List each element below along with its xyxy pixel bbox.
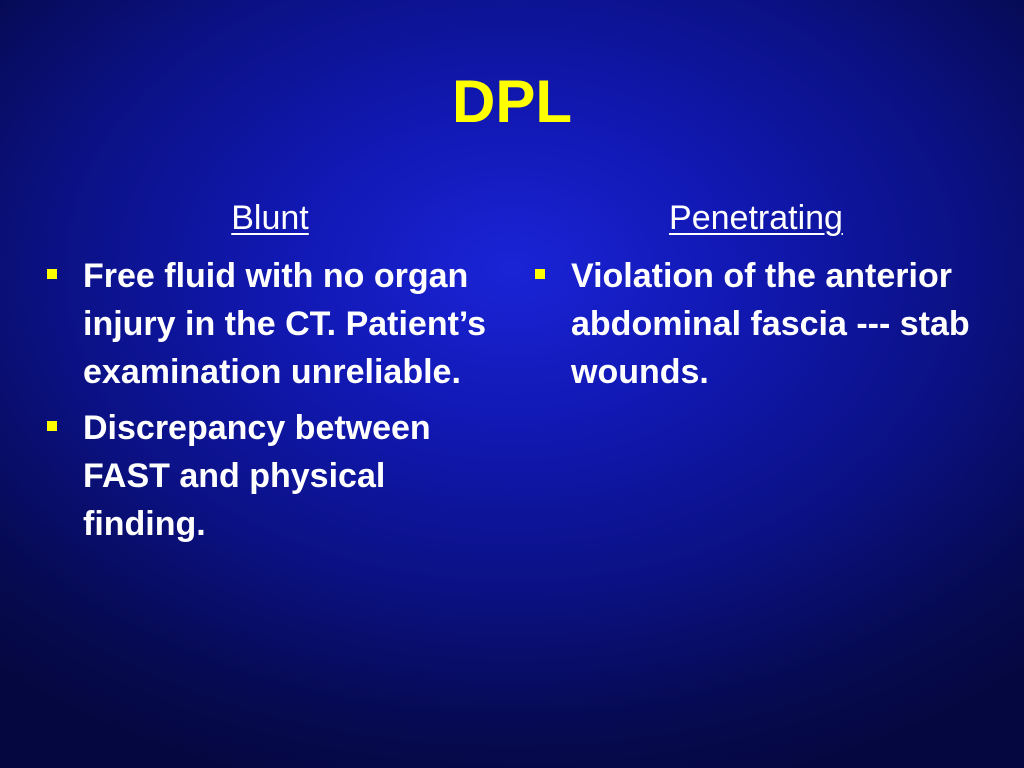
bullet-item xyxy=(40,252,510,396)
column-heading-penetrating: Penetrating xyxy=(669,199,843,237)
slide-title: DPL xyxy=(452,68,572,135)
bullet-list-blunt xyxy=(40,252,510,548)
column-penetrating xyxy=(528,196,988,404)
bullet-item xyxy=(528,252,988,396)
bullet-text: Discrepancy between FAST and physical finding. xyxy=(83,409,431,543)
bullet-text: Violation of the anterior abdominal fascia --- stab wounds. xyxy=(571,257,970,391)
column-blunt xyxy=(40,196,510,556)
bullet-item xyxy=(40,404,510,548)
square-bullet-icon xyxy=(47,421,57,431)
bullet-list-penetrating xyxy=(528,252,988,396)
column-heading-blunt: Blunt xyxy=(231,199,309,237)
bullet-text: Free fluid with no organ injury in the CT. Patient’s examination unreliable. xyxy=(83,257,487,391)
square-bullet-icon xyxy=(47,269,57,279)
square-bullet-icon xyxy=(535,269,545,279)
